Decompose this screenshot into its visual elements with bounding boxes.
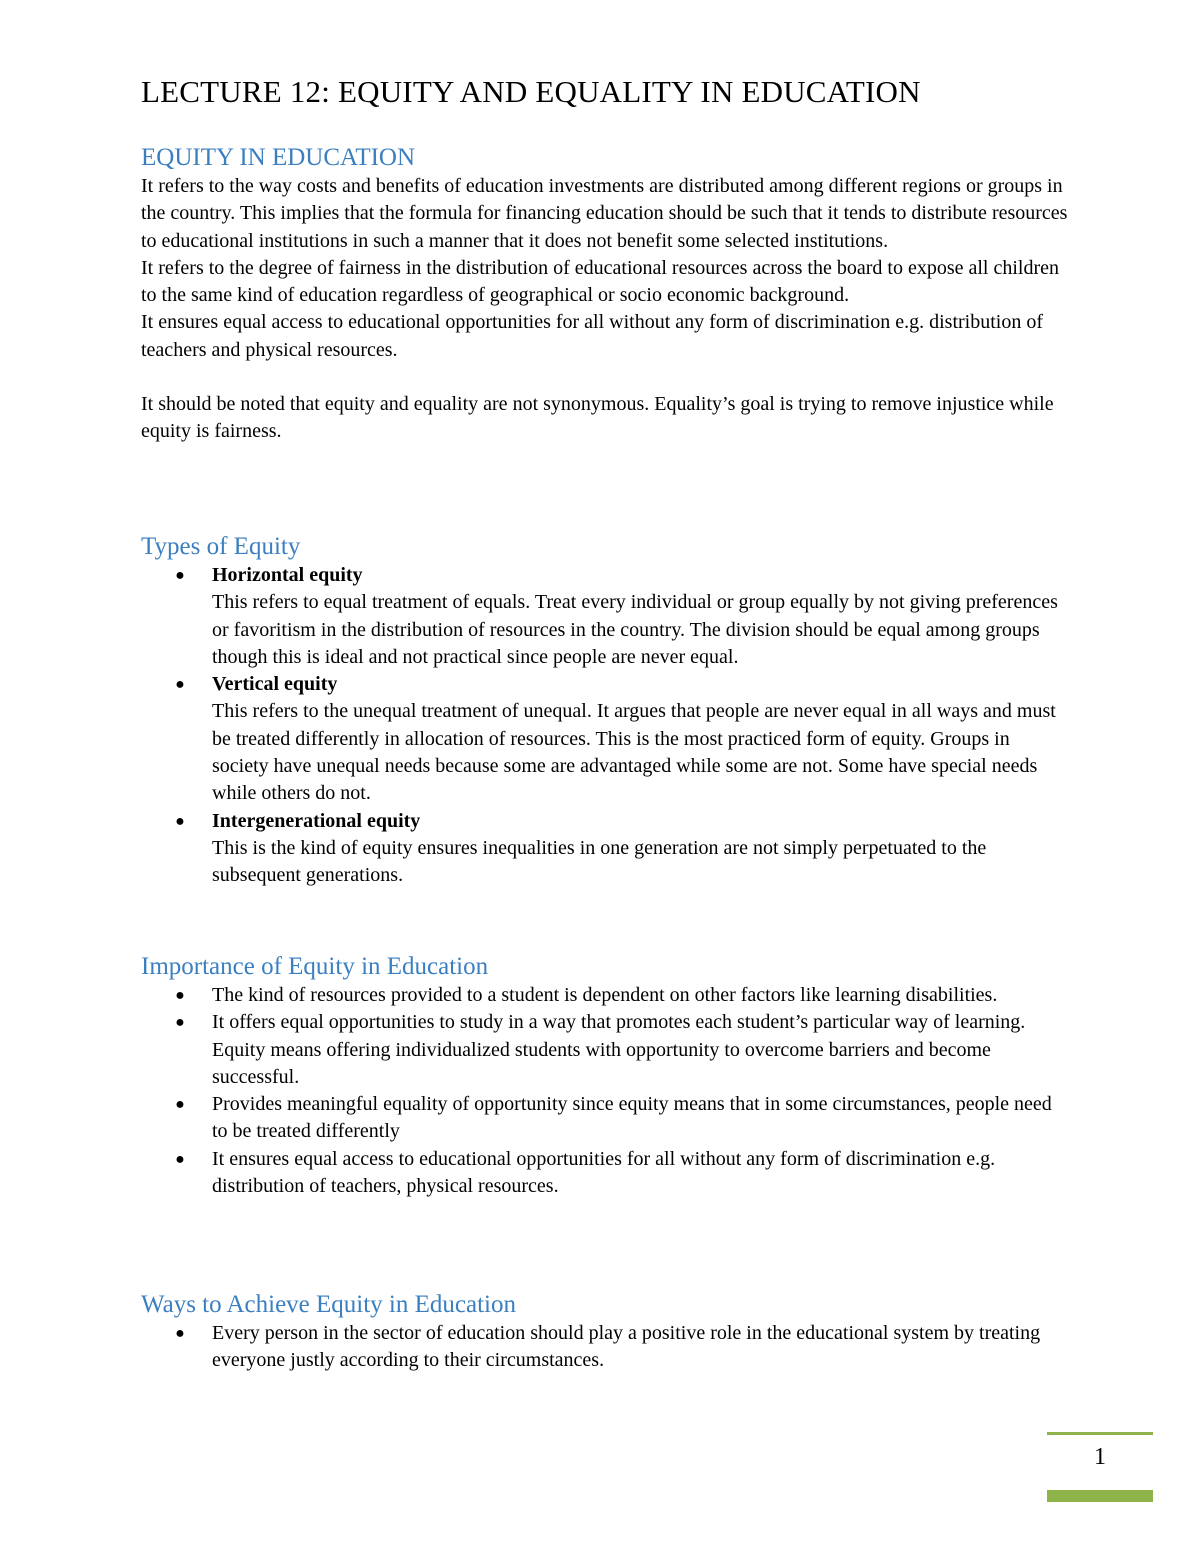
list-item	[141, 1146, 1071, 1201]
section-heading-ways-to-achieve: Ways to Achieve Equity in Education	[141, 1291, 516, 1318]
list-item	[141, 808, 1071, 890]
bullet-icon: ●	[175, 1014, 185, 1032]
list-item	[141, 562, 1071, 671]
list-item	[141, 671, 1071, 807]
types-of-equity-list	[141, 562, 1071, 890]
footer-accent-bar	[1047, 1490, 1153, 1502]
list-item	[141, 1320, 1071, 1375]
list-item-text: Every person in the sector of education should play a positive role in the educational system by treating everyone justly according to their circumstances.	[212, 1322, 1041, 1372]
section-importance	[141, 952, 1071, 1200]
bullet-icon: ●	[175, 1150, 185, 1168]
term-label: Horizontal equity	[212, 564, 363, 586]
bullet-icon: ●	[175, 812, 185, 830]
bullet-icon: ●	[175, 676, 185, 694]
term-description: This refers to equal treatment of equals. Treat every individual or group equally by not giving preferences or favoritism in the distribution of resources in the country. The division should be equal among groups though this is ideal and not practical since people are never equal.	[212, 591, 1058, 668]
section-ways-to-achieve	[141, 1290, 1071, 1375]
section-heading-equity-in-education: EQUITY IN EDUCATION	[141, 144, 416, 171]
term-label: Vertical equity	[212, 673, 338, 696]
list-item-text: Provides meaningful equality of opportunity since equity means that in some circumstances, people need to be treated differently	[212, 1093, 1052, 1143]
ways-list	[141, 1320, 1071, 1375]
section-heading-types-of-equity: Types of Equity	[141, 533, 301, 560]
paragraph: It refers to the way costs and benefits of education investments are distributed among different regions or groups in the country. This implies that the formula for financing education should be such that it tends to distribute resources to educational institutions in such a manner that it does not benefit some selected institutions.	[141, 175, 1068, 252]
page-number: 1	[1094, 1444, 1106, 1470]
section-equity-in-education	[141, 143, 1071, 446]
list-item-text: It offers equal opportunities to study in a way that promotes each student’s particular way of learning. Equity means offering individualized students with opportunity to overcome barriers and become successful.	[212, 1011, 1026, 1088]
document-title: LECTURE 12: EQUITY AND EQUALITY IN EDUCATION	[141, 74, 921, 109]
term-description: This is the kind of equity ensures inequalities in one generation are not simply perpetuated to the subsequent generations.	[212, 836, 987, 887]
bullet-icon: ●	[175, 1325, 185, 1342]
paragraph: It ensures equal access to educational opportunities for all without any form of discrimination e.g. distribution of teachers and physical resources.	[141, 311, 1044, 361]
bullet-icon: ●	[175, 567, 185, 584]
list-item	[141, 1009, 1071, 1091]
list-item-text: The kind of resources provided to a student is dependent on other factors like learning disabilities.	[212, 984, 998, 1006]
footer-accent-line	[1047, 1432, 1153, 1435]
paragraph: It refers to the degree of fairness in the distribution of educational resources across the board to expose all children to the same kind of education regardless of geographical or socio economic background.	[141, 256, 1060, 307]
term-label: Intergenerational equity	[212, 809, 421, 832]
section-types-of-equity	[141, 532, 1071, 890]
list-item	[141, 982, 1071, 1009]
term-description: This refers to the unequal treatment of unequal. It argues that people are never equal in all ways and must be treated differently in allocation of resources. This is the most practiced form of equity. Groups in society have unequal needs because some are advantaged while some are not. Some have special needs while others do not.	[212, 700, 1056, 805]
bullet-icon: ●	[175, 987, 185, 1004]
importance-list	[141, 982, 1071, 1200]
bullet-icon: ●	[175, 1096, 185, 1114]
list-item	[141, 1091, 1071, 1146]
note-paragraph: It should be noted that equity and equality are not synonymous. Equality’s goal is trying to remove injustice while equity is fairness.	[141, 393, 1054, 443]
section-heading-importance: Importance of Equity in Education	[141, 953, 489, 980]
list-item-text: It ensures equal access to educational opportunities for all without any form of discrimination e.g. distribution of teachers, physical resources.	[212, 1147, 996, 1198]
